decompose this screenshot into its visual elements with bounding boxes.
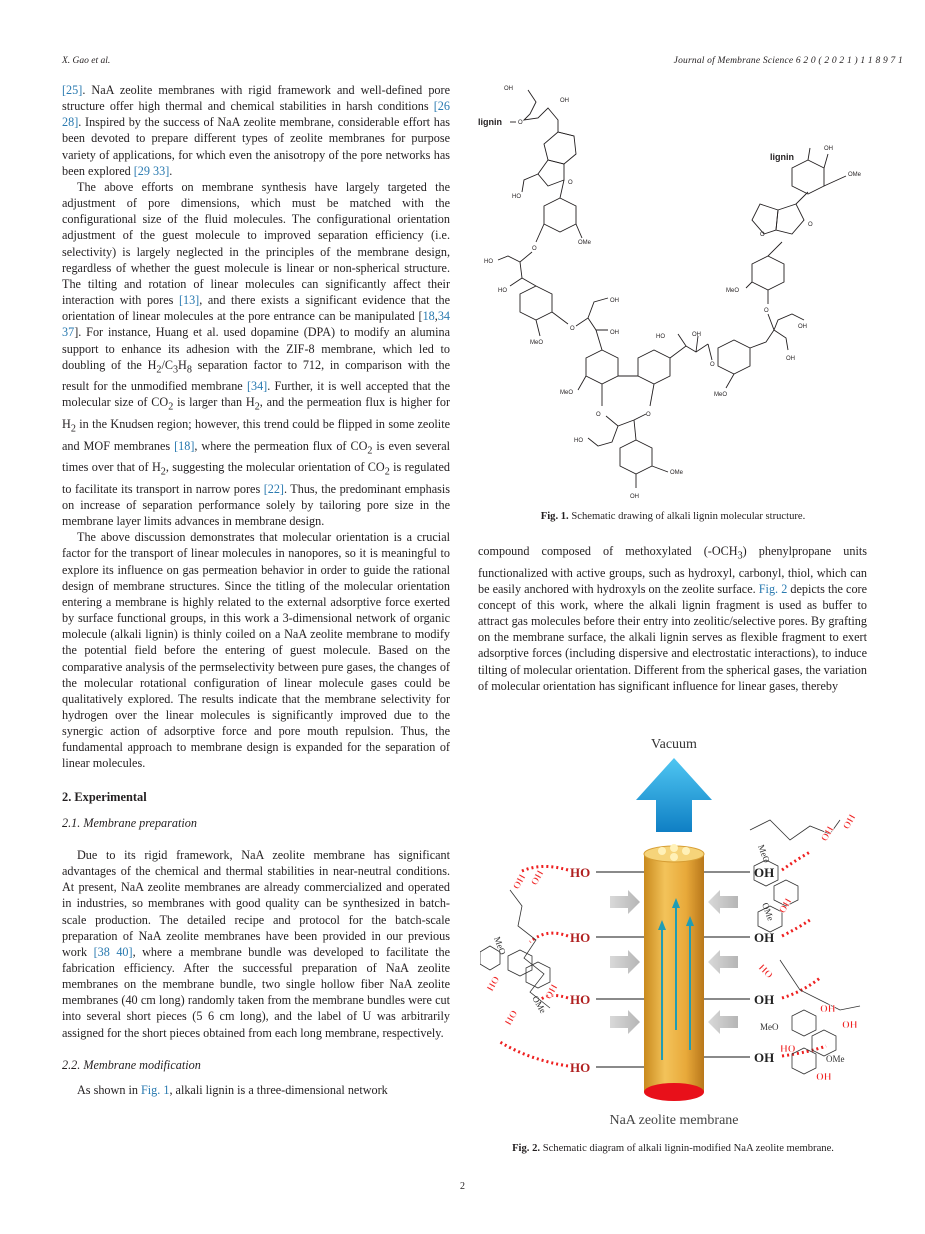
figure-2-membrane-schematic — [480, 730, 868, 1130]
ref-link[interactable]: [25] — [62, 83, 83, 97]
svg-text:O: O — [570, 326, 575, 332]
svg-text:OH: OH — [504, 86, 513, 92]
svg-text:HO: HO — [780, 1044, 796, 1055]
svg-text:OH: OH — [754, 930, 775, 945]
svg-text:HO: HO — [656, 334, 665, 340]
svg-text:OH: OH — [754, 992, 775, 1007]
svg-text:MeO: MeO — [760, 1022, 779, 1032]
figure-1-lignin-structure — [478, 80, 868, 500]
svg-text:MeO: MeO — [560, 390, 574, 396]
svg-text:OH: OH — [543, 982, 561, 1002]
svg-text:HO: HO — [570, 992, 591, 1007]
lignin-label: lignin — [478, 117, 502, 127]
ref-link[interactable]: [26 28] — [62, 99, 450, 130]
svg-text:OH: OH — [511, 872, 529, 892]
subsection-heading-membrane-preparation: 2.1. Membrane preparation — [62, 815, 197, 830]
svg-text:OH: OH — [630, 494, 639, 500]
svg-text:OH: OH — [786, 356, 795, 362]
ref-link[interactable]: 18 — [422, 309, 435, 324]
svg-text:HO: HO — [503, 1008, 521, 1028]
svg-text:OH: OH — [819, 824, 837, 844]
ref-link[interactable]: [29 33] — [133, 163, 170, 178]
ref-link[interactable]: [18] — [174, 438, 195, 453]
section-heading-experimental: 2. Experimental — [62, 789, 147, 804]
paragraph-lignin-description: compound composed of methoxylated $(-OCH_3)$ phenylpropane units functionalized with active groups, such as hydroxyl, carbonyl, thiol, which can be easily anchored with hydroxyls on the zeolite surface. Fig. 2 depicts the core concept of this work, where the alkali lignin fragment is used as buffer to attract gas molecules before their entry into zeolitic/selective pores. By grafting on the membrane surface, the alkali lignin serves as flexible fragment to exert adsorptive forces (including dispersive and electrostatic interactions), to induce tilting of molecular orientation. Different from the spherical gases, the variation of molecular orientation has significant influence for linear gases, thereby — [478, 544, 868, 693]
running-header-journal: Journal of Membrane Science 6 2 0 ( 2 0 2 1 ) 1 1 8 9 7 1 — [673, 56, 903, 66]
svg-text:HO: HO — [755, 962, 775, 982]
vacuum-arrow-icon — [636, 758, 712, 832]
ref-link[interactable]: [22] — [263, 481, 284, 496]
zeolite-membrane-tube — [644, 854, 704, 1092]
figure-1-caption: Fig. 1. Schematic drawing of alkali lignin molecular structure. — [540, 511, 806, 522]
svg-text:MeO: MeO — [492, 935, 508, 957]
svg-text:MeO: MeO — [726, 288, 740, 294]
svg-text:HO: HO — [485, 974, 503, 994]
lignin-label: lignin — [770, 152, 794, 162]
svg-text:O: O — [710, 362, 715, 368]
svg-text:OMe: OMe — [578, 240, 592, 246]
svg-text:OH: OH — [610, 298, 619, 304]
svg-text:OH: OH — [820, 1004, 836, 1015]
ref-link[interactable]: [34] — [246, 379, 268, 394]
svg-text:O: O — [808, 222, 813, 228]
paragraph-intro-continued: [25]. NaA zeolite membranes with rigid framework and well-defined pore structure offer high thermal and chemical stabilities in harsh conditions [26 28]. Inspired by the success of NaA zeolite membrane, considerable effort has been devoted to prepare different types of zeolite membranes for purpose variety of applications, for which even the anisotropy of the pore networks has been explored [29 33]. — [62, 83, 450, 178]
right-column — [478, 543, 867, 694]
svg-text:O: O — [568, 180, 573, 186]
subsection-heading-membrane-modification: 2.2. Membrane modification — [62, 1057, 201, 1072]
svg-text:O: O — [596, 412, 601, 418]
svg-text:OH: OH — [824, 146, 833, 152]
ref-link[interactable]: 34 37 — [62, 309, 450, 340]
svg-text:OMe: OMe — [826, 1054, 845, 1064]
svg-text:MeO: MeO — [756, 843, 772, 865]
svg-text:OH: OH — [692, 332, 701, 338]
ref-link[interactable]: [13] — [178, 293, 200, 308]
left-column — [62, 82, 450, 1098]
svg-text:HO: HO — [574, 438, 583, 444]
svg-text:O: O — [760, 232, 765, 238]
svg-text:OMe: OMe — [530, 994, 549, 1016]
svg-text:HO: HO — [570, 865, 591, 880]
svg-text:HO: HO — [512, 194, 521, 200]
svg-text:OH: OH — [842, 1020, 858, 1031]
svg-text:O: O — [532, 246, 537, 252]
svg-text:OH: OH — [754, 1050, 775, 1065]
fig-link[interactable]: Fig. 1 — [141, 1082, 170, 1097]
svg-text:OH: OH — [777, 896, 795, 916]
ref-link[interactable]: [38 40] — [93, 944, 133, 959]
membrane-label: NaA zeolite membrane — [609, 1113, 739, 1128]
fig-link[interactable]: Fig. 2 — [758, 581, 788, 596]
svg-text:HO: HO — [498, 288, 507, 294]
svg-text:OH: OH — [529, 868, 547, 888]
svg-text:HO: HO — [484, 259, 493, 265]
svg-text:O: O — [518, 120, 523, 126]
svg-text:OMe: OMe — [760, 901, 776, 923]
svg-text:MeO: MeO — [530, 340, 544, 346]
paragraph-pore-orientation: The above efforts on membrane synthesis have largely targeted the adjustment of pore dimensions, which must be matched with the configurational size of the fluid molecules. The configurational orientation adjustment of the guest molecule to improved separation efficiency (i.e. selectivity) is largely neglected in the principles of the membrane design, regardless of whether the guest molecule is linear or non-spherical structure. The tilting and rotation of linear molecules can significantly affect their interaction with pores [13], and there exists a significant evidence that the orientation of linear molecules at the pore entrance can be manipulated [18,34 37]. For instance, Huang et al. used dopamine (DPA) to modify an alumina support to enhance its adhesion with the ZIF-8 membrane, which led to doubling of the $H_2/C_3H_8$ separation factor to 712, in comparison with the result for the unmodified membrane [34]. Further, it is well accepted that the molecular size of $CO_2$ is larger than $H_2$, and the permeation flux is higher for $H_2$ in the Knudsen region; however, this trend could be flipped in some zeolite and MOF membranes [18], where the permeation flux of $CO_2$ is even several times over that of $H_2$, suggesting the molecular orientation of $CO_2$ is regulated to facilitate its transport in narrow pores [22]. Thus, the predominant emphasis on increase of separation performance solely by tailoring pore size in the membrane layer limits advances in membrane design. — [62, 179, 451, 529]
vacuum-label: Vacuum — [651, 737, 697, 752]
figure-2-caption: Fig. 2. Schematic diagram of alkali lignin-modified NaA zeolite membrane. — [512, 1143, 834, 1154]
svg-text:OH: OH — [560, 98, 569, 104]
svg-text:OMe: OMe — [670, 470, 684, 476]
running-header-authors: X. Gao et al. — [62, 56, 111, 66]
svg-text:O: O — [764, 308, 769, 314]
svg-text:OH: OH — [816, 1072, 832, 1083]
svg-text:OH: OH — [754, 865, 775, 880]
svg-text:MeO: MeO — [714, 392, 728, 398]
svg-text:HO: HO — [570, 930, 591, 945]
svg-text:OMe: OMe — [848, 172, 862, 178]
svg-text:HO: HO — [570, 1060, 591, 1075]
paragraph-molecular-orientation: The above discussion demonstrates that molecular orientation is a crucial factor for the transport of linear molecules in nanopores, so it is meaningful to explore its influence on gas permeation behavior in order to guide the rational design of membrane structures. Since the titling of the molecular orientation entering a membrane is highly related to the external adsorptive force exerted by surface functional groups, in this work a 3-dimensional network of organic molecule (alkali lignin) is thinly coiled on a NaA zeolite membrane to modify the potential field before the entering of guest molecule. Based on the comparative analysis of the permselectivity between pure gases, the changes of the molecular rotational configuration of linear molecule gases could be qualitatively explored. The results indicate that the membrane selectivity for hydrogen over the linear molecules is significantly improved due to the synergic action of adsorptive force and pore mouth repulsion. Thus, the fundamental approach to membrane design is expanded for the separation of linear molecules. — [62, 530, 450, 771]
svg-text:OH: OH — [610, 330, 619, 336]
page-number: 2 — [460, 1181, 465, 1192]
svg-text:O: O — [646, 412, 651, 418]
paragraph-membrane-modification: As shown in Fig. 1, alkali lignin is a three-dimensional network — [77, 1082, 388, 1097]
svg-text:OH: OH — [841, 812, 859, 832]
paragraph-membrane-preparation: Due to its rigid framework, NaA zeolite membrane has significant advantages of the chemical and thermal stabilities in near-neutral conditions. At present, NaA zeolite membranes are already commercialized and operated in industries, so membranes with good quality can be synthesized in batch-scale production. The detailed recipe and protocol for the batch-scale preparation of NaA zeolite membranes have been provided in our previous work [38 40], where a membrane bundle was developed to facilitate the fabrication efficiency. After the successful preparation of NaA zeolite membranes on the membrane bundle, two single hollow fiber NaA zeolite membranes (40 cm long) randomly taken from the membrane bundles were cut into several short pieces (5 6 cm long), and the label of U was arbitrarily assigned for the short pieces obtained from each long membrane, respectively. — [62, 847, 450, 1040]
svg-text:OH: OH — [798, 324, 807, 330]
